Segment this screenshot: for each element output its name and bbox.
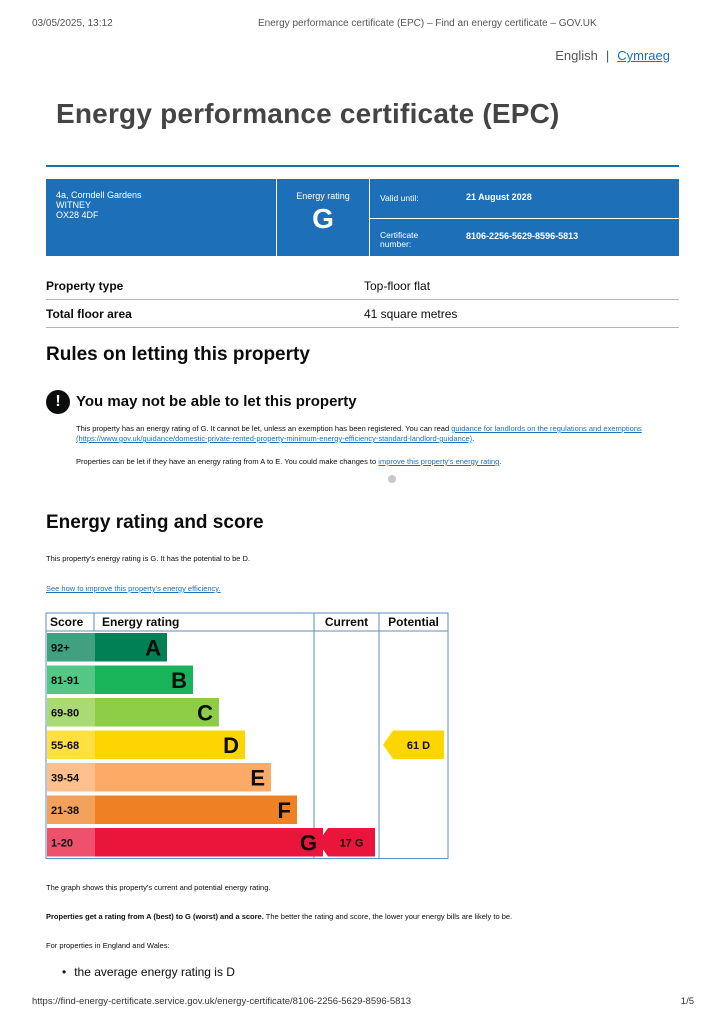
band-letter-c: C: [197, 700, 213, 726]
rating-heading: Energy rating and score: [46, 512, 264, 533]
property-type-label: Property type: [46, 279, 124, 293]
address-line-2: WITNEY: [56, 200, 91, 210]
floor-area-label: Total floor area: [46, 307, 132, 321]
landlord-guidance-link[interactable]: guidance for landlords on the regulations and exemptions (https://www.gov.uk/guidance/domestic-private-rented-property-minimum-energy-efficiency-standard-landlord-guidance): [76, 424, 642, 443]
language-welsh-link[interactable]: Cymraeg: [617, 48, 670, 63]
letting-paragraph-2: Properties can be let if they have an energy rating from A to E. You could make changes to improve this property's energy rating.: [76, 457, 502, 466]
band-letter-b: B: [171, 667, 187, 693]
property-type-value: Top-floor flat: [364, 279, 431, 293]
footer-page-number: 1/5: [680, 996, 694, 1007]
band-score-g: 1-20: [51, 837, 74, 850]
band-letter-e: E: [250, 765, 265, 791]
certificate-number-label: Certificate number:: [380, 230, 419, 249]
warning-text: You may not be able to let this property: [76, 393, 357, 410]
energy-rating-label: Energy rating: [296, 191, 350, 201]
potential-rating-label: 61 D: [406, 739, 431, 752]
band-score-f: 21-38: [51, 804, 80, 817]
print-page-title: Energy performance certificate (EPC) – Find an energy certificate – GOV.UK: [258, 18, 597, 29]
header-score: Score: [50, 615, 84, 629]
valid-until-value: 21 August 2028: [466, 192, 532, 202]
average-rating-bullet: • the average energy rating is D: [62, 965, 235, 979]
band-score-a: 92+: [51, 642, 70, 655]
band-score-e: 39-54: [51, 772, 80, 785]
improve-rating-link[interactable]: improve this property's energy rating: [378, 457, 500, 466]
band-score-d: 55-68: [51, 739, 80, 752]
header-current: Current: [324, 615, 369, 629]
letting-paragraph-1: This property has an energy rating of G. It cannot be let, unless an exemption has been registered. You can read guidance for landlords on the regulations and exemptions (https://www.gov.uk/guidance/domestic-private-rented-property-minimum-energy-efficiency-standard-landlord-guidance).: [76, 424, 642, 443]
address-line-1: 4a, Corndell Gardens: [56, 190, 142, 200]
band-letter-a: A: [145, 635, 161, 661]
england-wales-note: For properties in England and Wales:: [46, 941, 170, 950]
warning-icon: !: [46, 390, 70, 414]
energy-rating-value: G: [312, 203, 334, 234]
header-potential: Potential: [388, 615, 439, 629]
address-line-3: OX28 4DF: [56, 210, 99, 220]
band-letter-f: F: [277, 797, 291, 823]
certificate-number-value: 8106-2256-5629-8596-5813: [466, 231, 579, 241]
band-bar-e: [95, 763, 271, 792]
print-date: 03/05/2025, 13:12: [32, 18, 113, 29]
floor-area-value: 41 square metres: [364, 307, 458, 321]
improve-efficiency-link[interactable]: See how to improve this property's energy efficiency.: [46, 584, 221, 593]
band-letter-g: G: [299, 830, 317, 856]
page-title: Energy performance certificate (EPC): [56, 98, 560, 129]
language-english: English: [555, 48, 598, 63]
band-score-c: 69-80: [51, 707, 80, 720]
band-letter-d: D: [223, 732, 239, 758]
footer-url: https://find-energy-certificate.service.gov.uk/energy-certificate/8106-2256-5629-8596-5813: [32, 996, 411, 1007]
graph-note: The graph shows this property's current and potential energy rating.: [46, 883, 271, 892]
valid-until-label: Valid until:: [380, 193, 419, 203]
band-score-b: 81-91: [51, 674, 80, 687]
rating-intro: This property's energy rating is G. It has the potential to be D.: [46, 554, 251, 563]
band-bar-g: [95, 828, 323, 857]
header-energy-rating: Energy rating: [102, 615, 180, 629]
letting-heading: Rules on letting this property: [46, 344, 310, 365]
language-switcher: English | Cymraeg: [555, 48, 670, 63]
current-rating-label: 17 G: [339, 837, 364, 850]
ratings-note: Properties get a rating from A (best) to G (worst) and a score. The better the rating and score, the lower your energy bills are likely to be.: [46, 912, 513, 921]
band-bar-f: [95, 796, 297, 825]
